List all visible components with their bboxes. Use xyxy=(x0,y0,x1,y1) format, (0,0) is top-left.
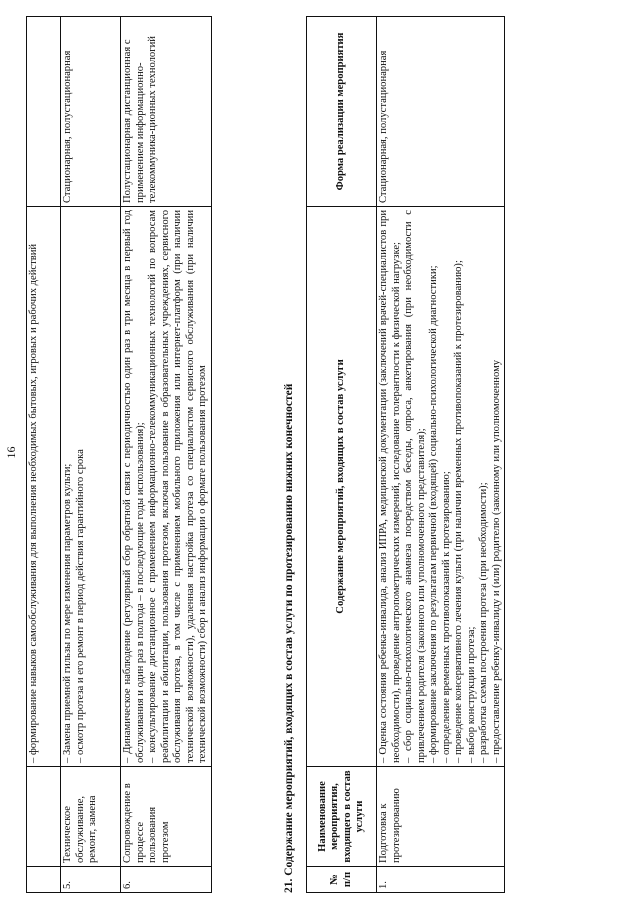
content-line: – выбор конструкции протеза; xyxy=(465,626,477,763)
top-table xyxy=(26,16,212,893)
measure-content xyxy=(377,207,505,767)
header-num: № п/п xyxy=(307,867,377,893)
row-number: 5. xyxy=(61,867,121,893)
measure-form xyxy=(27,17,61,207)
content-line: – Замена приемной гильзы по мере изменения параметров культи; xyxy=(62,463,73,763)
measure-content xyxy=(61,207,121,767)
section-title: 21. Содержание мероприятий, входящих в состав услуги по протезированию нижних конечностей xyxy=(283,383,295,893)
row-number xyxy=(27,867,61,893)
content-line: – определение временных противопоказаний к протезированию; xyxy=(440,471,452,763)
measure-name: Сопровождение в процессе пользования протезом xyxy=(121,767,212,867)
header-row xyxy=(307,17,377,893)
measure-content xyxy=(121,207,212,767)
measure-name: Техническое обслуживание, ремонт, замена xyxy=(61,767,121,867)
content-line: – сбор социально-психологического анамнеза посредством беседы, опроса, анкетирования (при необходимости с привлечением родителя (законного или уполномоченного представителя); xyxy=(403,210,427,763)
content-line: – формирование навыков самообслуживания для выполнения необходимых бытовых, игровых и рабочих действий xyxy=(28,243,39,763)
measure-form: Стационарная, полустационарная xyxy=(377,17,505,207)
table-row xyxy=(61,17,121,893)
measure-form: Стационарная, полустационарная xyxy=(61,17,121,207)
content-line: – проведение консервативного лечения культи (при наличии временных противопоказаний к протезированию); xyxy=(453,260,464,763)
content-line: – осмотр протеза и его ремонт в период действия гарантийного срока xyxy=(74,449,86,763)
content-line: – Оценка состояния ребенка-инвалида, анализ ИПРА, медицинской документации (заключений врачей-специалистов при необходимости), проведение антропометрических измерений, исследование толерантности к физической нагрузке; xyxy=(378,210,402,763)
table-row xyxy=(121,17,212,893)
measure-name: Подготовка к протезированию xyxy=(377,767,505,867)
content-line: – Динамическое наблюдение (регулярный сбор обратной связи с периодичностью один раз в три месяца в первый год обслуживания и один раз в полгода – в последующие годы использования); xyxy=(122,210,146,763)
page-number: 16 xyxy=(4,446,18,459)
table-row xyxy=(377,17,505,893)
content-line: – разработка схемы построения протеза (при необходимости); xyxy=(478,482,489,763)
header-form: Форма реализации мероприятия xyxy=(307,17,377,207)
header-content: Содержание мероприятий, входящих в состав услуги xyxy=(307,207,377,767)
header-name: Наименование мероприятия, входящего в состав услуги xyxy=(307,767,377,867)
measure-name xyxy=(27,767,61,867)
content-line: – предоставление ребенку-инвалиду и (или) родителю (законному или уполномоченному xyxy=(490,359,502,763)
content-line: – консультирование дистанционное с применением информационно-телекоммуникационных технологий по вопросам реабилитации и абилитации, пользования протезом, включая пользование в образовательных учреждениях, сервисного обслуживания протеза, в том числе с применением мобильного приложения или интернет-платформ (при наличии технической возможности), удаленная настройка протеза со специалистом сервисного обслуживания (при наличии технической возможности) сбор и анализ информации о формате пользования протезом xyxy=(147,210,208,763)
measure-form: Полустационарная дистанционная с применением информационно-телекоммуника-ционных технологий xyxy=(121,17,212,207)
content-line: – формирование заключения по результатам первичной (входящей) социально-психологической диагностики; xyxy=(428,265,439,763)
bottom-table xyxy=(306,16,505,893)
row-number: 1. xyxy=(377,867,505,893)
row-number: 6. xyxy=(121,867,212,893)
measure-content xyxy=(27,207,61,767)
table-row xyxy=(27,17,61,893)
